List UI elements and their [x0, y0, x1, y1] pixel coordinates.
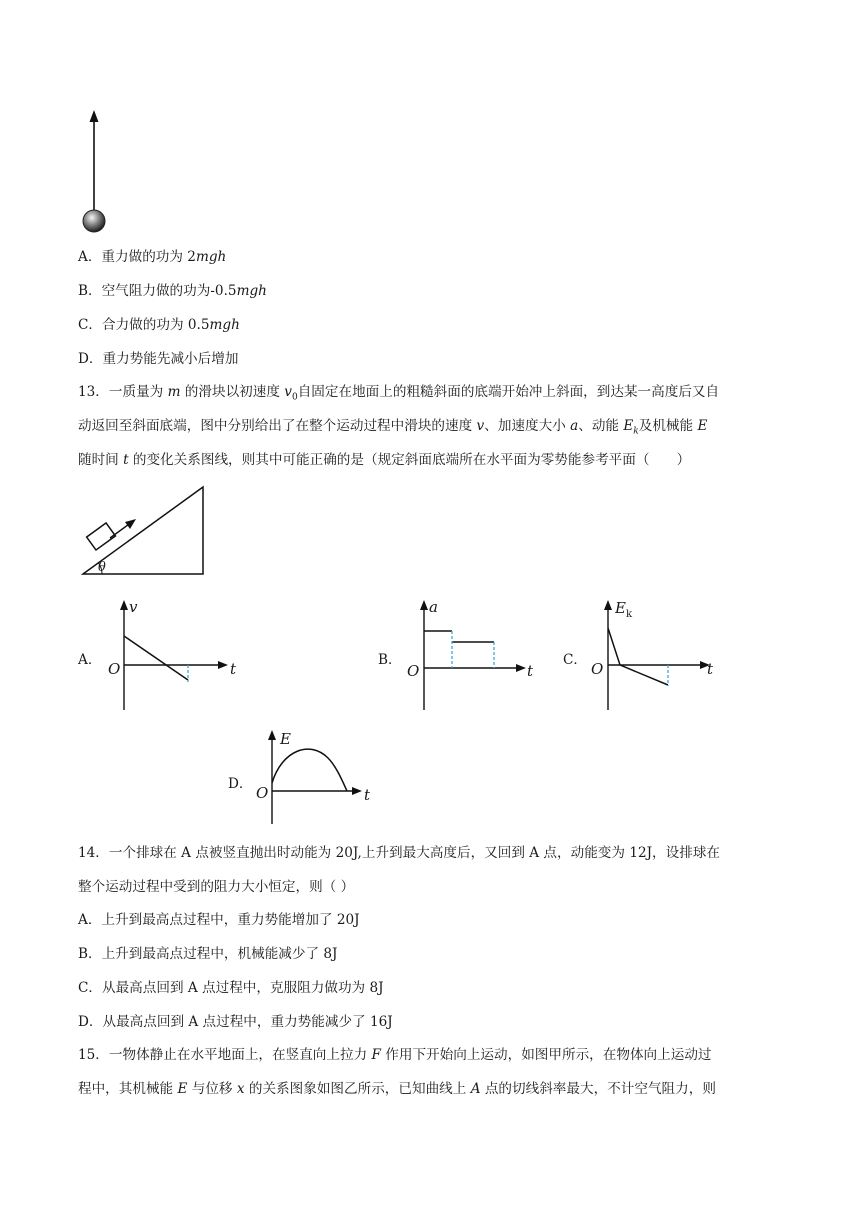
graph-c-t-label: t [707, 660, 714, 678]
graph-d-origin: O [256, 784, 269, 802]
graph-b [400, 598, 550, 713]
q12-option-b: B．空气阻力做的功为-0.5mgh [78, 283, 267, 299]
q15-stem-line2: 程中，其机械能 E 与位移 x 的关系图象如图乙所示，已知曲线上 A 点的切线斜率最大，不计空气阻力，则 [78, 1081, 716, 1097]
graph-a-axis-label: v [129, 598, 138, 616]
graph-b-t-label: t [527, 662, 534, 680]
graph-a [100, 598, 250, 713]
incline-angle-label: θ [98, 560, 106, 575]
graph-c-axis-label: $E_k$ [615, 599, 633, 620]
q14-option-a: A．上升到最高点过程中，重力势能增加了 20J [78, 912, 360, 928]
q13-stem-line1: 13．一质量为 m 的滑块以初速度 $v_0$自固定在地面上的粗糙斜面的底端开始冲上斜面，到达某一高度后又自 [78, 384, 720, 403]
graph-d [250, 728, 390, 828]
q14-option-b: B．上升到最高点过程中，机械能减少了 8J [78, 946, 338, 962]
q12-option-c: C．合力做的功为 0.5mgh [78, 317, 240, 333]
graph-a-label: A． [78, 652, 102, 668]
q13-stem-line3: 随时间 t 的变化关系图线，则其中可能正确的是（规定斜面底端所在水平面为零势能参考平面（ ） [78, 452, 691, 468]
q15-stem-line1: 15．一物体静止在水平地面上，在竖直向上拉力 F 作用下开始向上运动，如图甲所示，在物体向上运动过 [78, 1047, 712, 1063]
q14-stem-line1: 14．一个排球在 A 点被竖直抛出时动能为 20J,上升到最大高度后，又回到 A 点，动能变为 12J，设排球在 [78, 845, 721, 861]
graph-a-origin: O [108, 660, 121, 678]
q12-option-a: A．重力做的功为 2mgh [78, 249, 227, 265]
graph-c-origin: O [591, 660, 604, 678]
q14-option-d: D．从最高点回到 A 点过程中，重力势能减少了 16J [78, 1014, 393, 1030]
graph-d-axis-label: E [280, 730, 291, 748]
q14-option-c: C．从最高点回到 A 点过程中，克服阻力做功为 8J [78, 980, 384, 996]
graph-b-origin: O [407, 662, 420, 680]
graph-a-t-label: t [230, 660, 237, 678]
ball-arrow-figure [76, 104, 116, 234]
graph-d-label: D． [228, 776, 253, 792]
graph-d-t-label: t [364, 786, 371, 804]
graph-c-label: C． [563, 652, 587, 668]
q14-stem-line2: 整个运动过程中受到的阻力大小恒定，则（ ） [78, 879, 355, 895]
graph-b-axis-label: a [429, 598, 438, 616]
q12-option-d: D．重力势能先减小后增加 [78, 351, 239, 367]
graph-b-label: B． [378, 652, 402, 668]
q13-stem-line2: 动返回至斜面底端，图中分别给出了在整个运动过程中滑块的速度 v、加速度大小 a、动能 $E_k$及机械能 E [78, 418, 708, 437]
graph-c [584, 598, 734, 713]
